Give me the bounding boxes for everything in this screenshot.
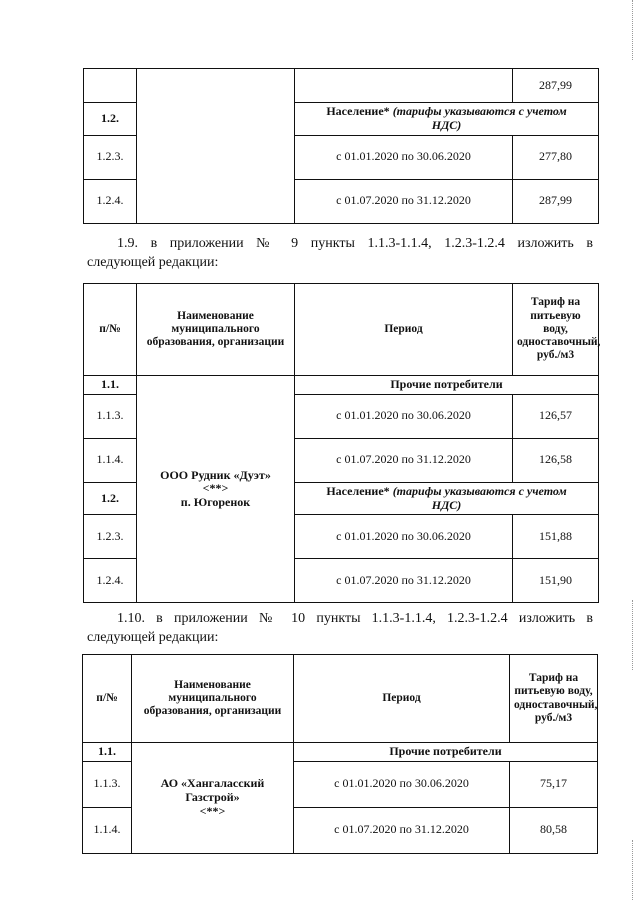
table-cell-value: 151,88 [513,515,599,559]
paragraph-line: 1.10. в приложении № 10 пункты 1.1.3-1.1.4, 1.2.3-1.2.4 изложить в [117,611,593,626]
table-cell-period: с 01.07.2020 по 31.12.2020 [295,559,513,603]
scan-edge-mark [632,600,634,670]
header-tariff: Тариф на питьевую воду, одноставочный, руб./м3 [513,284,599,376]
header-org: Наименование муниципального образования, организации [132,655,294,743]
table-cell-value: 126,57 [513,394,599,438]
group-note-2: НДС) [431,117,462,132]
table-cell-num: 1.2. [84,482,137,515]
paragraph-line: следующей редакции: [87,255,219,270]
header-tariff: Тариф на питьевую воду, одноставочный, руб./м3 [510,655,598,743]
scan-edge-mark [632,840,634,900]
table-cell-value: 80,58 [510,807,598,853]
table-cell-period: с 01.07.2020 по 31.12.2020 [295,438,513,482]
org-location: п. Югоренок [180,495,251,510]
org-cell [137,376,295,603]
paragraph-line: следующей редакции: [87,630,219,645]
table-cell-period: с 01.01.2020 по 30.06.2020 [294,761,510,807]
table-cell-num: 1.1.3. [84,394,137,438]
header-num: п/№ [83,655,132,743]
table-cell-num: 1.1.4. [84,438,137,482]
table-cell-num: 1.1. [83,743,132,762]
org-cell [132,743,294,854]
group-label: Население* [326,104,390,118]
group-label: Население* [326,483,390,498]
group-header-population [295,482,599,515]
table-cell-num [84,69,137,103]
table-cell-num: 1.2.3. [84,515,137,559]
tariff-table-continuation [83,68,599,224]
org-name: АО «Хангаласский [160,776,265,791]
org-name-2: Газстрой» [185,790,240,804]
group-note-2: НДС) [431,497,462,512]
table-cell-value: 75,17 [510,761,598,807]
table-cell-value: 126,58 [513,438,599,482]
paragraph-1-10 [87,609,593,647]
table-cell-num: 1.2.4. [84,179,137,223]
table-cell-num: 1.1.4. [83,807,132,853]
paragraph-1-9 [87,234,593,272]
table-cell-value: 287,99 [513,179,599,223]
tariff-table-appendix-9 [83,283,599,603]
table-cell-num: 1.1.3. [83,761,132,807]
header-period: Период [295,284,513,376]
org-mark: <**> [199,803,226,818]
org-mark: <**> [202,481,229,496]
group-header-other: Прочие потребители [295,376,599,395]
tariff-table-appendix-10 [82,654,598,854]
org-name: ООО Рудник «Дуэт» [160,467,271,482]
table-cell-period: с 01.01.2020 по 30.06.2020 [295,394,513,438]
group-note: (тарифы указываются с учетом [392,483,567,498]
header-num: п/№ [84,284,137,376]
scan-edge-mark [632,0,634,60]
table-cell-num: 1.1. [84,376,137,395]
table-cell-period [295,69,513,103]
table-cell-period: с 01.01.2020 по 30.06.2020 [295,135,513,179]
header-org: Наименование муниципального образования, организации [137,284,295,376]
paragraph-line: 1.9. в приложении № 9 пункты 1.1.3-1.1.4, 1.2.3-1.2.4 изложить в [117,236,593,251]
group-note: (тарифы указываются с учетом [392,104,567,118]
table-cell-value: 151,90 [513,559,599,603]
table-cell-period: с 01.01.2020 по 30.06.2020 [295,515,513,559]
table-cell-value: 287,99 [513,69,599,103]
table-cell-value: 277,80 [513,135,599,179]
group-header-other: Прочие потребители [294,743,598,762]
org-cell-empty [137,69,295,224]
group-header-population [295,103,599,136]
table-cell-num: 1.2. [84,103,137,136]
table-cell-period: с 01.07.2020 по 31.12.2020 [295,179,513,223]
table-cell-period: с 01.07.2020 по 31.12.2020 [294,807,510,853]
table-cell-num: 1.2.3. [84,135,137,179]
header-period: Период [294,655,510,743]
table-cell-num: 1.2.4. [84,559,137,603]
